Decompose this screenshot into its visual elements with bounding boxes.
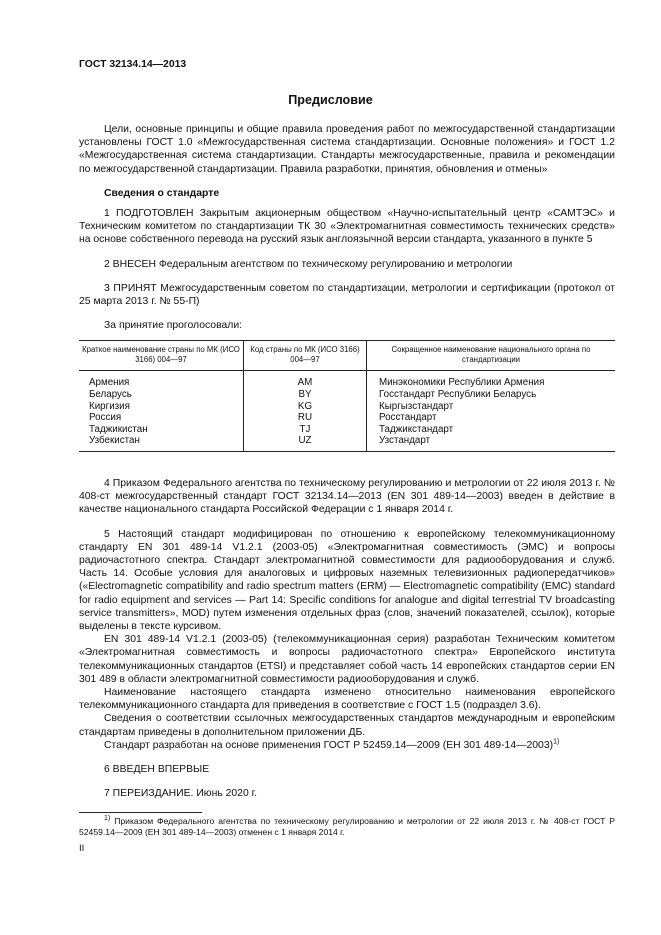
code-cell: AM: [244, 371, 367, 389]
table-row: [79, 401, 615, 413]
table-row: [79, 371, 615, 389]
body-cell: Минэкономики Республики Армения: [367, 371, 616, 389]
table-header-country: Краткое наименование страны по МК (ИСО 3166) 004—97: [79, 341, 244, 371]
table-row: [79, 412, 615, 424]
item-3-paragraph: 3 ПРИНЯТ Межгосударственным советом по стандартизации, метрологии и сертификации (протокол от 25 марта 2013 г. № 55-П): [79, 282, 615, 308]
country-cell: Россия: [89, 412, 122, 424]
footnote-text: Приказом Федерального агентства по техническому регулированию и метрологии от 22 июля 2013 г. № 408-ст ГОСТ Р 52459.14—2009 (ЕН 301 489-14—2003) отменен с 1 января 2014 г.: [79, 816, 616, 837]
voted-label: За принятие проголосовали:: [104, 320, 243, 332]
page-title: Предисловие: [288, 93, 373, 107]
country-cell: Беларусь: [89, 389, 132, 401]
body-cell: Узстандарт: [367, 435, 616, 451]
about-standard-heading: Сведения о стандарте: [104, 187, 220, 199]
table-row: [79, 435, 615, 451]
table-row: [79, 389, 615, 401]
footnote: [79, 816, 615, 838]
body-cell: Росстандарт: [367, 412, 616, 424]
body-section-bottom: [79, 477, 615, 800]
intro-paragraph: Цели, основные принципы и общие правила проведения работ по межгосударственной стандартизации установлены ГОСТ 1.0 «Межгосударственная система стандартизации. Основные положения» и ГОСТ 1.2 «Межгосударственная система стандартизации. Стандарты межгосударственные, правила и рекомендации по межгосударственной стандартизации. Правила разработки, принятия, обновления и отмены»: [79, 124, 615, 175]
standard-code-header: ГОСТ 32134.14—2013: [79, 59, 187, 70]
item-2-paragraph: 2 ВНЕСЕН Федеральным агентством по техническому регулированию и метрологии: [104, 258, 513, 270]
table-header-code: Код страны по МК (ИСО 3166) 004—97: [244, 341, 367, 371]
code-cell: RU: [244, 412, 367, 424]
footnote-mark: 1): [104, 815, 111, 823]
item-7-paragraph: 7 ПЕРЕИЗДАНИЕ. Июнь 2020 г.: [104, 788, 258, 800]
country-cell: Узбекистан: [79, 435, 244, 451]
body-cell: Госстандарт Республики Беларусь: [367, 389, 616, 401]
country-cell: Армения: [89, 377, 130, 389]
footnote-reference[interactable]: 1): [553, 738, 560, 746]
item-5-paragraph: 5 Настоящий стандарт модифицирован по отношению к европейскому телекоммуникационному стандарту EN 301 489-14 V1.2.1 (2003-05) «Электромагнитная совместимость (ЭМС) и вопросы радиочастотного спектра. Стандарт электромагнитной совместимости для радиооборудования и служб. Часть 14. Особые условия для аналоговых и цифровых наземных телевизионных радиопередатчиков» («Electromagnetic compatibility and radio spectrum matters (ERM) — Electromagnetic compatibility (EMC) standard for radio equipment and services — Part 14: Specific conditions for analogue and digital terrestrial TV broadcasting service transmitters», MOD) путем изменения отдельных фраз (слов, значений показателей, ссылок), которые выделены в тексте курсивом.: [79, 528, 615, 633]
code-cell: TJ: [244, 424, 367, 436]
item-5-etsi-paragraph: EN 301 489-14 V1.2.1 (2003-05) (телекоммуникационная серия) разработан Техническим комитетом «Электромагнитная совместимость и вопросы радиочастотного спектра» Европейского института телекоммуникационных стандартов (ETSI) и представляет собой часть 14 европейских стандартов серии EN 301 489 в области электромагнитной совместимости радиооборудования и служб.: [79, 634, 615, 685]
body-section-top: [79, 123, 615, 452]
member-states-table: [79, 340, 615, 452]
table-header-body: Сокращенное наименование национального органа по стандартизации: [367, 341, 616, 371]
code-cell: UZ: [244, 435, 367, 451]
item-4-paragraph: 4 Приказом Федерального агентства по техническому регулированию и метрологии от 22 июля 2013 г. № 408-ст межгосударственный стандарт ГОСТ 32134.14—2013 (EN 301 489-14—2003) введен в действие в качестве национального стандарта Российской Федерации с 1 января 2014 г.: [79, 478, 615, 516]
country-cell: Киргизия: [89, 400, 130, 412]
basis-text: Стандарт разработан на основе применения ГОСТ Р 52459.14—2009 (ЕН 301 489-14—2003): [104, 739, 554, 751]
item-5-basis-paragraph: [79, 739, 615, 752]
item-5-references-paragraph: Сведения о соответствии ссылочных межгосударственных стандартов международным и европейским стандартам приведены в дополнительном приложении ДБ.: [79, 713, 615, 738]
code-cell: BY: [244, 389, 367, 401]
table-row: [79, 424, 615, 436]
item-6-paragraph: 6 ВВЕДЕН ВПЕРВЫЕ: [104, 764, 210, 776]
item-1-paragraph: 1 ПОДГОТОВЛЕН Закрытым акционерным обществом «Научно-испытательный центр «САМТЭС» и Техническим комитетом по стандартизации ТК 30 «Электромагнитная совместимость технических средств» на основе собственного перевода на русский язык англоязычной версии стандарта, указанного в пункте 5: [79, 208, 615, 246]
page-number: II: [79, 843, 85, 854]
body-cell: Кыргызстандарт: [367, 401, 616, 413]
footnote-divider: [79, 812, 202, 813]
table-header-row: [79, 341, 615, 371]
body-cell: Таджикстандарт: [367, 424, 616, 436]
code-cell: KG: [244, 401, 367, 413]
item-5-name-change-paragraph: Наименование настоящего стандарта изменено относительно наименования европейского телекоммуникационного стандарта для приведения в соответствие с ГОСТ 1.5 (подраздел 3.6).: [79, 687, 615, 712]
country-cell: Таджикистан: [89, 423, 148, 435]
